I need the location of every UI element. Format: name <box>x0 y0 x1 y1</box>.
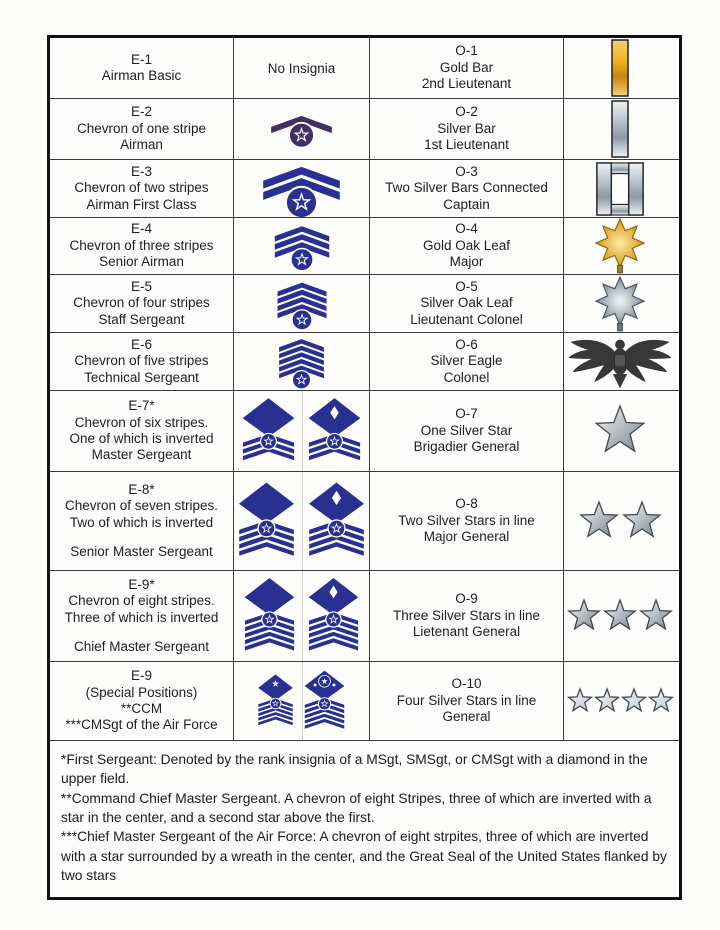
rank-row <box>50 661 679 740</box>
rank-row <box>50 570 679 661</box>
officer-label: 1st Lieutenant <box>424 137 509 153</box>
officer-label: Gold Bar <box>439 59 494 75</box>
officer-grade: O-7 <box>455 406 478 422</box>
cmsaf-chevron-insignia <box>301 668 348 734</box>
officer-grade: O-3 <box>455 163 478 179</box>
enlisted-text-cell <box>50 275 233 332</box>
enlisted-text-cell <box>50 472 233 570</box>
enlisted-insignia-cell <box>233 571 369 661</box>
enlisted-label: Chevron of two stripes <box>74 180 209 196</box>
enlisted-label: (Special Positions) <box>85 684 198 700</box>
pair-divider <box>302 472 303 570</box>
officer-label: Two Silver Bars Connected <box>385 180 548 196</box>
officer-label: Lietenant General <box>412 624 521 640</box>
officer-insignia-cell <box>563 472 676 570</box>
enlisted-label: Chevron of five stripes <box>74 353 209 369</box>
enlisted-insignia-cell <box>233 391 369 471</box>
rank-row <box>50 159 679 217</box>
enlisted-text-cell <box>50 99 233 159</box>
enlisted-grade: E-9 <box>130 668 152 684</box>
officer-text-cell <box>369 38 563 98</box>
officer-text-cell <box>369 160 563 217</box>
officer-label: General <box>442 709 491 725</box>
enlisted-label: Airman Basic <box>101 68 182 83</box>
enlisted-label: Chevron of six stripes. <box>74 414 209 430</box>
officer-label: Silver Eagle <box>430 353 503 369</box>
enlisted-label: Chevron of seven stripes. <box>64 498 219 514</box>
first-sergeant-chevron-insignia <box>304 575 363 657</box>
enlisted-text-cell <box>50 333 233 390</box>
enlisted-label: One of which is inverted <box>69 431 214 446</box>
enlisted-label: Chevron of one stripe <box>76 120 207 136</box>
enlisted-label: Airman First Class <box>86 196 197 212</box>
officer-label: Silver Bar <box>437 120 496 136</box>
enlisted-grade: E-7* <box>128 398 155 414</box>
footnote: **Command Chief Master Sergeant. A chevron of eight Stripes, three of which are inverted with a star in the center, and a second star above the first. <box>61 790 652 825</box>
officer-insignia-cell <box>563 391 676 471</box>
footnote: *First Sergeant: Denoted by the rank insignia of a MSgt, SMSgt, or CMSgt with a diamond in the upper field. <box>61 752 648 787</box>
ccm-chevron-insignia <box>255 672 296 730</box>
enlisted-label: Technical Sergeant <box>84 369 199 385</box>
enlisted-insignia-cell <box>233 38 369 98</box>
footnote: ***Chief Master Sergeant of the Air Force: A chevron of eight strpites, three of which are inverted with a star surrounded by a wreath in the center, and the Great Seal of the United States flanked by two stars <box>61 829 667 883</box>
officer-label: Two Silver Stars in line <box>398 512 535 528</box>
chevron-insignia <box>271 220 333 272</box>
pair-divider <box>302 391 303 471</box>
enlisted-label: Chief Master Sergeant <box>73 638 210 654</box>
enlisted-grade: E-2 <box>130 104 152 120</box>
rank-row <box>50 98 679 159</box>
officer-text-cell <box>369 333 563 390</box>
rank-row <box>50 471 679 570</box>
officer-text-cell <box>369 275 563 332</box>
rank-row <box>50 274 679 332</box>
pair-divider <box>302 571 303 661</box>
gold-oak-leaf-insignia <box>595 218 645 274</box>
enlisted-text-cell <box>50 662 233 740</box>
enlisted-insignia-cell <box>233 99 369 159</box>
enlisted-text-cell <box>50 38 233 98</box>
footnotes <box>50 740 679 897</box>
enlisted-label: **CCM <box>120 701 163 716</box>
enlisted-text-cell <box>50 218 233 274</box>
enlisted-label: Senior Master Sergeant <box>70 543 213 559</box>
enlisted-insignia-cell <box>233 662 369 740</box>
officer-insignia-cell <box>563 160 676 217</box>
officer-text-cell <box>369 571 563 661</box>
officer-grade: O-9 <box>455 591 478 607</box>
sergeant-chevron-insignia <box>240 575 299 657</box>
silver-oak-leaf-insignia <box>595 275 645 332</box>
officer-label: One Silver Star <box>420 422 513 438</box>
sergeant-chevron-insignia <box>234 479 299 563</box>
officer-grade: O-2 <box>455 104 478 120</box>
officer-text-cell <box>369 99 563 159</box>
chevron-insignia <box>276 334 327 390</box>
no-insignia-label: No Insignia <box>267 60 336 76</box>
enlisted-insignia-cell <box>233 218 369 274</box>
rank-row <box>50 390 679 471</box>
enlisted-label: Airman <box>120 137 163 153</box>
officer-text-cell <box>369 391 563 471</box>
officer-insignia-cell <box>563 571 676 661</box>
officer-label: Lieutenant Colonel <box>410 311 523 327</box>
pair-divider <box>302 662 303 740</box>
enlisted-label: Senior Airman <box>99 254 184 270</box>
enlisted-label: Three of which is inverted <box>64 609 219 625</box>
rank-row <box>50 217 679 274</box>
officer-text-cell <box>369 472 563 570</box>
enlisted-grade: E-9* <box>128 576 155 592</box>
chevron-insignia <box>267 109 336 149</box>
enlisted-insignia-cell <box>233 160 369 217</box>
officer-label: Silver Oak Leaf <box>420 295 513 311</box>
silver-bar-insignia <box>610 100 630 158</box>
silver-eagle-insignia <box>565 333 675 390</box>
officer-insignia-cell <box>563 38 676 98</box>
enlisted-insignia-cell <box>233 275 369 332</box>
rank-table <box>50 38 679 740</box>
officer-label: Major General <box>423 529 510 545</box>
enlisted-label: Chevron of three stripes <box>69 237 214 253</box>
enlisted-label: Master Sergeant <box>91 447 192 463</box>
officer-text-cell <box>369 218 563 274</box>
chevron-insignia <box>274 277 330 331</box>
enlisted-label: Chevron of four stripes <box>73 295 210 311</box>
enlisted-grade: E-6 <box>130 336 152 352</box>
officer-label: 2nd Lieutenant <box>421 76 512 92</box>
enlisted-text-cell <box>50 160 233 217</box>
officer-label: Major <box>449 254 484 270</box>
enlisted-grade: E-5 <box>130 278 152 294</box>
officer-grade: O-10 <box>451 676 482 692</box>
enlisted-grade: E-1 <box>130 51 152 67</box>
enlisted-insignia-cell <box>233 333 369 390</box>
officer-grade: O-1 <box>455 43 478 59</box>
officer-insignia-cell <box>563 662 676 740</box>
silver-star-insignia <box>577 499 664 543</box>
officer-insignia-cell <box>563 275 676 332</box>
rank-row <box>50 332 679 390</box>
officer-grade: O-6 <box>455 336 478 352</box>
officer-insignia-cell <box>563 333 676 390</box>
enlisted-grade: E-8* <box>128 481 155 497</box>
officer-label: Colonel <box>443 369 490 385</box>
silver-star-insignia <box>565 686 676 716</box>
enlisted-label: Chevron of eight stripes. <box>68 593 215 609</box>
officer-insignia-cell <box>563 99 676 159</box>
enlisted-label: Staff Sergeant <box>98 311 185 327</box>
officer-text-cell <box>369 662 563 740</box>
enlisted-text-cell <box>50 571 233 661</box>
officer-label: Three Silver Stars in line <box>392 607 541 623</box>
chevron-insignia <box>258 160 345 217</box>
officer-insignia-cell <box>563 218 676 274</box>
enlisted-insignia-cell <box>233 472 369 570</box>
officer-grade: O-8 <box>455 496 478 512</box>
gold-bar-insignia <box>610 39 630 97</box>
silver-star-insignia <box>565 597 675 635</box>
enlisted-label: Two of which is inverted <box>69 514 214 530</box>
rank-row <box>50 38 679 98</box>
first-sergeant-chevron-insignia <box>304 479 369 563</box>
enlisted-text-cell <box>50 391 233 471</box>
officer-label: Captain <box>443 196 490 212</box>
rank-chart <box>47 35 682 900</box>
first-sergeant-chevron-insignia <box>304 395 365 467</box>
enlisted-grade: E-3 <box>130 163 152 179</box>
officer-label: Four Silver Stars in line <box>396 692 537 708</box>
officer-label: Brigadier General <box>413 439 520 455</box>
silver-star-insignia <box>592 403 648 459</box>
officer-grade: O-5 <box>455 278 478 294</box>
sergeant-chevron-insignia <box>238 395 299 467</box>
enlisted-label: ***CMSgt of the Air Force <box>65 717 218 733</box>
officer-label: Gold Oak Leaf <box>422 237 511 253</box>
double-silver-bars-insignia <box>593 161 647 217</box>
enlisted-grade: E-4 <box>130 221 152 237</box>
officer-grade: O-4 <box>455 221 478 237</box>
